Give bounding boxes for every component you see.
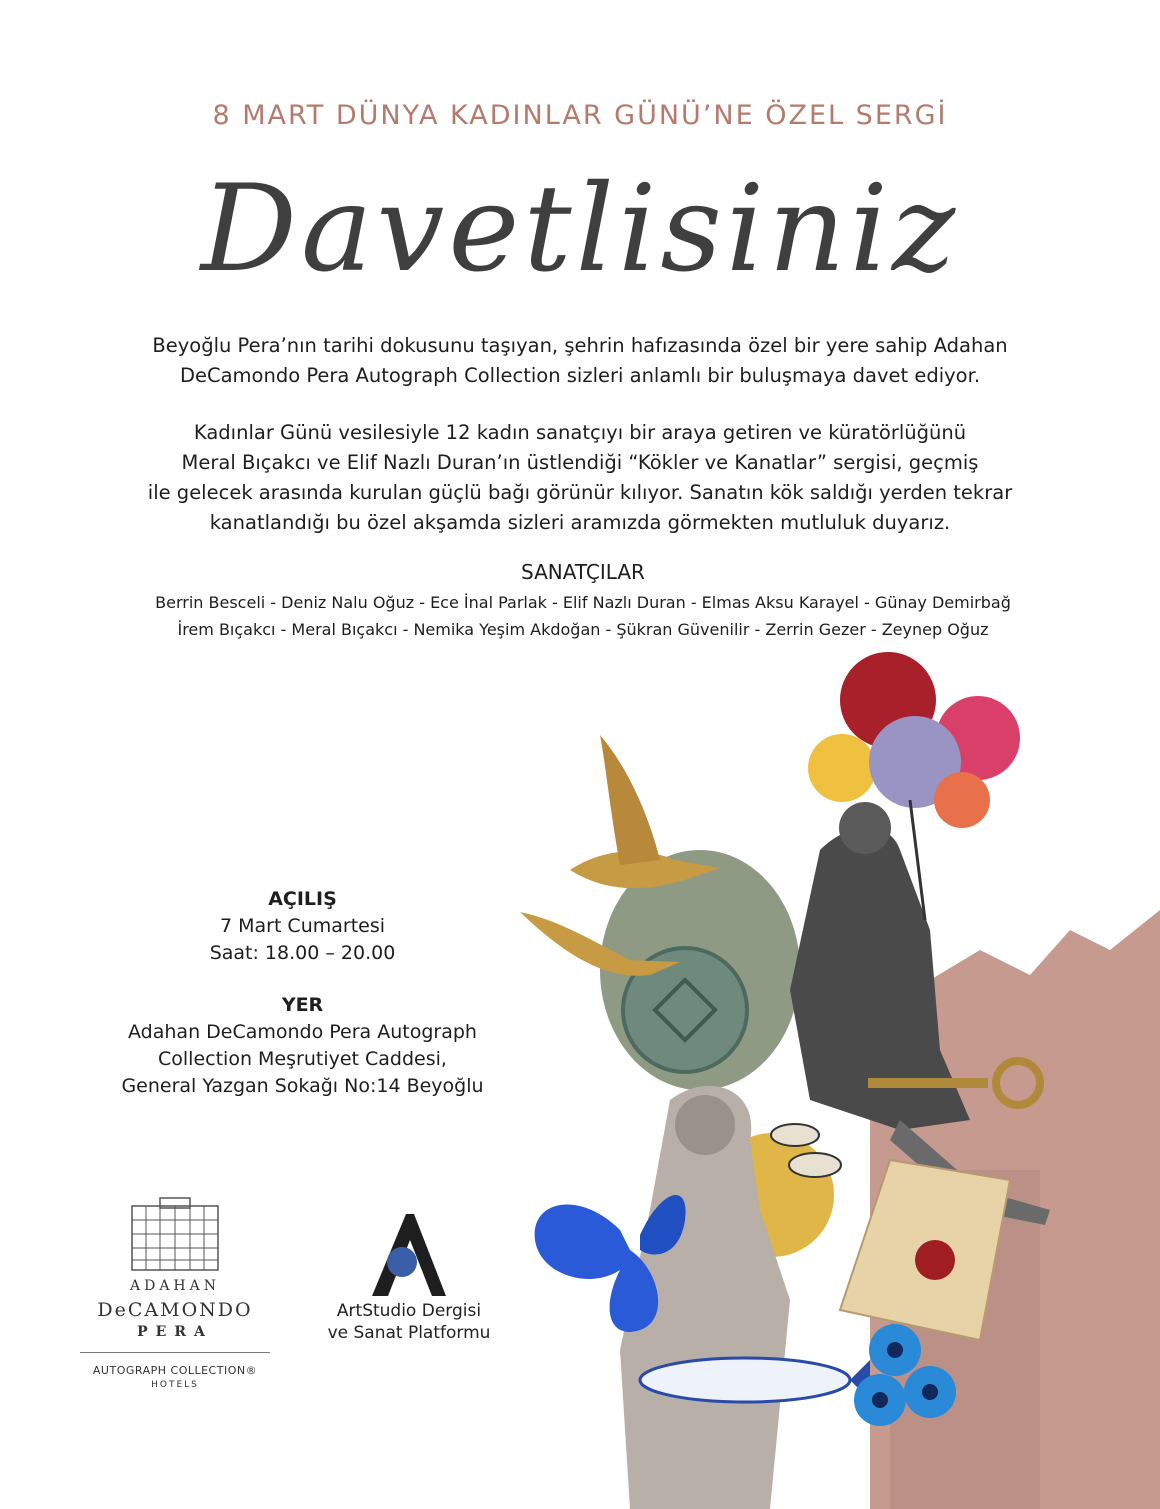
eye-bottom (789, 1153, 841, 1177)
body-line: Meral Bıçakcı ve Elif Nazlı Duran’ın üstlendiği “Kökler ve Kanatlar” sergisi, geçmiş (181, 451, 979, 474)
body-paragraph (120, 418, 1040, 538)
body-line: ile gelecek arasında kurulan güçlü bağı görünür kılıyor. Sanatın kök saldığı yerden tekrar (147, 481, 1013, 504)
blue-fish (640, 1358, 850, 1402)
opening-time: Saat: 18.00 – 20.00 (209, 942, 396, 964)
hotel-building-icon (130, 1196, 220, 1272)
opening-info (100, 886, 505, 967)
venue-address-line: General Yazgan Sokağı No:14 Beyoğlu (121, 1075, 484, 1097)
venue-address-line: Collection Meşrutiyet Caddesi, (158, 1048, 447, 1070)
evil-eye-pupil (887, 1342, 903, 1358)
venue-info (100, 992, 505, 1100)
artists-heading: SANATÇILAR (521, 560, 645, 584)
artstudio-logo-line: ve Sanat Platformu (327, 1323, 491, 1343)
gold-bird-top-wing (600, 735, 660, 865)
venue-heading: YER (281, 994, 324, 1016)
body-line: kanatlandığı bu özel akşamda sizleri aramızda görmekten mutluluk duyarız. (209, 511, 951, 534)
vintage-woman-head (675, 1095, 735, 1155)
intro-line: Beyoğlu Pera’nın tarihi dokusunu taşıyan, şehrin hafızasında özel bir yere sahip Adahan (152, 334, 1008, 357)
exhibition-subtitle: 8 MART DÜNYA KADINLAR GÜNÜ’NE ÖZEL SERGİ (212, 100, 948, 131)
antique-key-shaft (868, 1078, 988, 1088)
flower-orange (934, 772, 990, 828)
hotel-logo-hotels: HOTELS (151, 1380, 199, 1390)
wax-seal (915, 1240, 955, 1280)
evil-eye-pupil (872, 1392, 888, 1408)
flower-yellow (808, 734, 876, 802)
opening-date: 7 Mart Cumartesi (219, 915, 386, 937)
invitation-title: Davetlisiniz (200, 160, 960, 299)
body-line: Kadınlar Günü vesilesiyle 12 kadın sanatçıyı bir araya getiren ve küratörlüğünü (193, 421, 967, 444)
opening-heading: AÇILIŞ (268, 888, 337, 910)
hotel-logo-line: PERA (137, 1324, 213, 1340)
hotel-logo-divider (80, 1352, 270, 1353)
collage-artwork (510, 650, 1160, 1509)
hotel-logo-line: DeCAMONDO (97, 1299, 253, 1321)
woman-head (839, 802, 891, 854)
evil-eye-pupil (922, 1384, 938, 1400)
hotel-logo (80, 1196, 270, 1396)
artists-list-line: İrem Bıçakcı - Meral Bıçakcı - Nemika Yeşim Akdoğan - Şükran Güvenilir - Zerrin Gezer - Zeynep Oğuz (177, 620, 989, 639)
intro-paragraph (120, 331, 1040, 391)
eye-top (771, 1124, 819, 1146)
artstudio-logo-line: ArtStudio Dergisi (336, 1301, 482, 1321)
blue-butterfly (535, 1205, 658, 1332)
intro-line: DeCamondo Pera Autograph Collection sizleri anlamlı bir buluşmaya davet ediyor. (179, 364, 981, 387)
venue-address-line: Adahan DeCamondo Pera Autograph (128, 1021, 477, 1043)
hotel-logo-collection: AUTOGRAPH COLLECTION® (92, 1364, 258, 1377)
hotel-logo-line: ADAHAN (129, 1278, 220, 1294)
artstudio-logo (316, 1210, 502, 1350)
artists-list-line: Berrin Besceli - Deniz Nalu Oğuz - Ece İnal Parlak - Elif Nazlı Duran - Elmas Aksu Karayel - Günay Demirbağ (155, 593, 1011, 612)
artstudio-a-icon (366, 1210, 452, 1298)
